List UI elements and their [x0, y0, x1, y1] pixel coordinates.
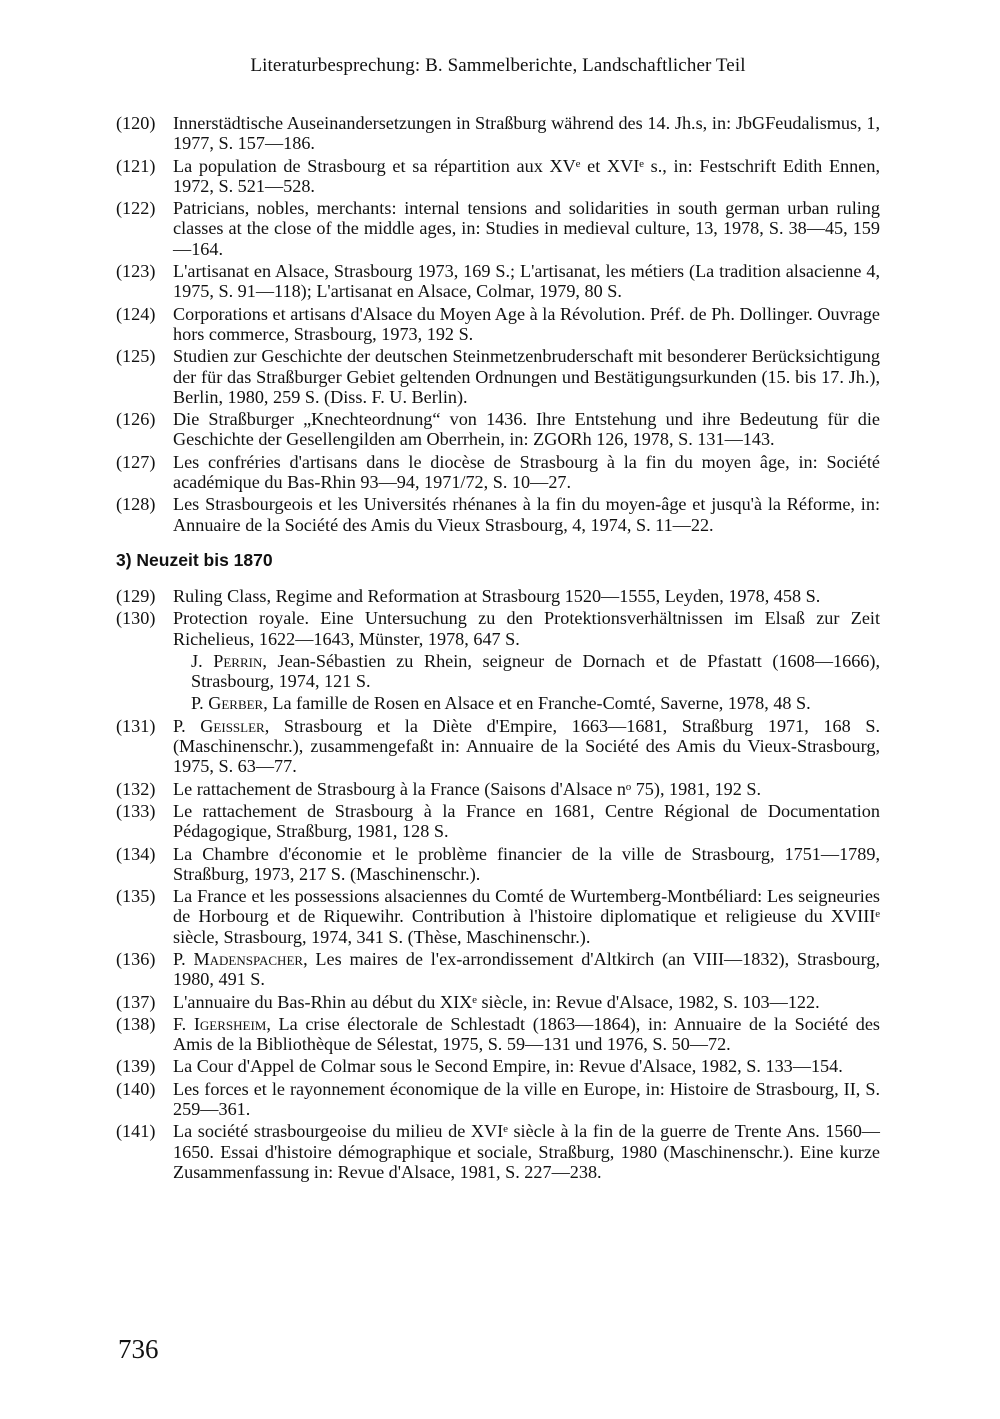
entry-text: La population de Strasbourg et sa répartition aux XVᵉ et XVIᵉ s., in: Festschrift Edith Ennen, 1972, S. 521—528.	[173, 155, 880, 196]
bibliography-entry-120	[116, 113, 880, 154]
entry-number: (121)	[116, 155, 156, 176]
bibliography-entry-122	[116, 198, 880, 259]
author-name: J. Perrin	[191, 650, 263, 671]
entry-text: L'annuaire du Bas-Rhin au début du XIXᵉ siècle, in: Revue d'Alsace, 1982, S. 103—122.	[173, 991, 820, 1012]
entry-body: , La crise électorale de Schlestadt (1863—1864), in: Annuaire de la Société des Amis de la Bibliothèque de Sélestat, 1975, S. 59—131 und 1976, S. 50—72.	[173, 1013, 880, 1055]
entry-number: (124)	[116, 303, 156, 324]
subentry-text	[173, 651, 880, 692]
entry-text	[173, 1014, 880, 1055]
entry-text: Innerstädtische Auseinandersetzungen in Straßburg während des 14. Jh.s, in: JbGFeudalismus, 1, 1977, S. 157—186.	[173, 113, 880, 154]
subentry-body: , Jean-Sébastien zu Rhein, seigneur de Dornach et de Pfastatt (1608—1666), Strasbourg, 1974, 121 S.	[191, 650, 880, 692]
entry-number: (126)	[116, 409, 156, 430]
entry-text: La Chambre d'économie et le problème financier de la ville de Strasbourg, 1751—1789, Straßburg, 1973, 217 S. (Maschinenschr.).	[173, 843, 880, 884]
entry-number: (128)	[116, 494, 156, 515]
entry-number: (140)	[116, 1078, 156, 1099]
author-name: F. Igersheim	[173, 1013, 267, 1034]
bibliography-entry-131	[116, 716, 880, 777]
entry-text: Le rattachement de Strasbourg à la France (Saisons d'Alsace nᵒ 75), 1981, 192 S.	[173, 778, 762, 799]
entry-number: (134)	[116, 843, 156, 864]
author-name: P. Madenspacher	[173, 948, 304, 969]
bibliography-entry-126	[116, 409, 880, 450]
entry-number: (141)	[116, 1121, 156, 1142]
bibliography-entry-129	[116, 586, 880, 606]
author-name: P. Geissler	[173, 715, 265, 736]
entry-text: La société strasbourgeoise du milieu de XVIᵉ siècle à la fin de la guerre de Trente Ans. 1560—1650. Essai d'histoire démographique et sociale, Straßburg, 1980 (Maschinenschr.). Eine kurze Zusammenfassung in: Revue d'Alsace, 1981, S. 227—238.	[173, 1121, 880, 1182]
entry-text: Patricians, nobles, merchants: internal tensions and solidarities in south german urban ruling classes at the close of the middle ages, in: Studies in medieval culture, 13, 1978, S. 38—45, 159—164.	[173, 198, 880, 259]
bibliography-entry-127	[116, 452, 880, 493]
entry-number: (125)	[116, 346, 156, 367]
entry-number: (131)	[116, 715, 156, 736]
entry-number: (139)	[116, 1056, 156, 1077]
entry-text: Les forces et le rayonnement économique de la ville en Europe, in: Histoire de Strasbourg, II, S. 259—361.	[173, 1078, 880, 1120]
bibliography-entry-124	[116, 304, 880, 345]
entry-number: (130)	[116, 608, 156, 629]
entry-text: Die Straßburger „Knechteordnung“ von 1436. Ihre Entstehung und ihre Bedeutung für die Geschichte der Gesellengilden am Oberrhein, in: ZGORh 126, 1978, S. 131—143.	[173, 409, 880, 450]
section-heading: 3) Neuzeit bis 1870	[116, 549, 273, 570]
entry-text: Corporations et artisans d'Alsace du Moyen Age à la Révolution. Préf. de Ph. Dollinger. Ouvrage hors commerce, Strasbourg, 1973, 192 S.	[173, 303, 880, 344]
entry-number: (127)	[116, 451, 156, 472]
entry-number: (133)	[116, 800, 156, 821]
bibliography-subentry-perrin	[116, 651, 880, 692]
bibliography-entry-123	[116, 261, 880, 302]
running-header: Literaturbesprechung: B. Sammelberichte, Landschaftlicher Teil	[250, 55, 746, 76]
bibliography-entry-130	[116, 608, 880, 649]
author-name: P. Gerber	[191, 693, 264, 714]
bibliography-entry-133	[116, 801, 880, 842]
entry-text: Studien zur Geschichte der deutschen Steinmetzenbruderschaft mit besonderer Berücksichtigung der für das Straßburger Gebiet geltenden Ordnungen und Bestätigungsurkunden (15. bis 17. Jh.), Berlin, 1980, 259 S. (Diss. F. U. Berlin).	[173, 346, 880, 407]
entry-body: , Les maires de l'ex-arrondissement d'Altkirch (an VIII—1832), Strasbourg, 1980, 491 S.	[173, 948, 880, 990]
subentry-text	[173, 693, 880, 713]
entry-body: , Strasbourg et la Diète d'Empire, 1663—1681, Straßburg 1971, 168 S. (Maschinenschr.), zusammengefaßt in: Annuaire de la Société des Amis du Vieux-Strasbourg, 1975, S. 63—77.	[173, 715, 880, 777]
entry-number: (135)	[116, 886, 156, 907]
bibliography-entry-139	[116, 1056, 880, 1076]
bibliography-entry-138	[116, 1014, 880, 1055]
entry-number: (132)	[116, 778, 156, 799]
entry-number: (138)	[116, 1013, 156, 1034]
entry-text: Les Strasbourgeois et les Universités rhénanes à la fin du moyen-âge et jusqu'à la Réforme, in: Annuaire de la Société des Amis du Vieux Strasbourg, 4, 1974, S. 11—22.	[173, 494, 880, 535]
entry-number: (136)	[116, 948, 156, 969]
entry-number: (123)	[116, 261, 156, 282]
entry-number: (122)	[116, 198, 156, 219]
entry-number: (137)	[116, 991, 156, 1012]
entry-text: Protection royale. Eine Untersuchung zu den Protektionsverhältnissen im Elsaß zur Zeit Richelieus, 1622—1643, Münster, 1978, 647 S.	[173, 608, 880, 649]
entry-text	[173, 716, 880, 777]
bibliography-entry-132	[116, 779, 880, 799]
bibliography-entry-141	[116, 1121, 880, 1182]
bibliography-entry-140	[116, 1079, 880, 1120]
bibliography-list	[116, 113, 880, 1182]
entry-text: Le rattachement de Strasbourg à la France en 1681, Centre Régional de Documentation Pédagogique, Straßburg, 1981, 128 S.	[173, 800, 880, 842]
bibliography-entry-125	[116, 346, 880, 407]
bibliography-entry-135	[116, 886, 880, 947]
bibliography-entry-136	[116, 949, 880, 990]
entry-text: La Cour d'Appel de Colmar sous le Second Empire, in: Revue d'Alsace, 1982, S. 133—154.	[173, 1056, 843, 1077]
bibliography-entry-128	[116, 494, 880, 535]
bibliography-entry-121	[116, 156, 880, 197]
bibliography-entry-137	[116, 992, 880, 1012]
page-number: 736	[118, 1334, 159, 1364]
subentry-body: , La famille de Rosen en Alsace et en Franche-Comté, Saverne, 1978, 48 S.	[263, 693, 811, 714]
bibliography-entry-134	[116, 844, 880, 885]
entry-number: (129)	[116, 585, 156, 606]
bibliography-subentry-gerber	[116, 693, 880, 713]
entry-text: L'artisanat en Alsace, Strasbourg 1973, 169 S.; L'artisanat, les métiers (La tradition alsacienne 4, 1975, S. 91—118); L'artisanat en Alsace, Colmar, 1979, 80 S.	[173, 261, 880, 302]
entry-number: (120)	[116, 113, 156, 133]
entry-text	[173, 949, 880, 990]
entry-text: Les confréries d'artisans dans le diocèse de Strasbourg à la fin du moyen âge, in: Société académique du Bas-Rhin 93—94, 1971/72, S. 10—27.	[173, 451, 880, 493]
entry-text: La France et les possessions alsaciennes du Comté de Wurtemberg-Montbéliard: Les seigneuries de Horbourg et de Riquewihr. Contribution à l'histoire diplomatique et religieuse du XVIIIᵉ siècle, Strasbourg, 1974, 341 S. (Thèse, Maschinenschr.).	[173, 886, 880, 947]
entry-text: Ruling Class, Regime and Reformation at Strasbourg 1520—1555, Leyden, 1978, 458 S.	[173, 585, 821, 606]
